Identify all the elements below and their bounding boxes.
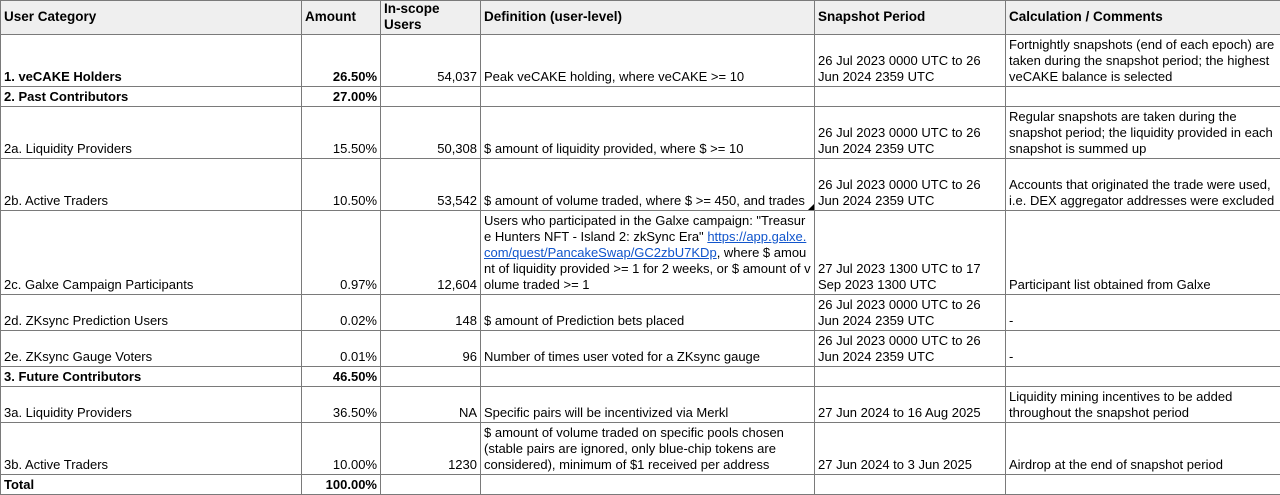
cell-users[interactable]: 53,542	[381, 159, 481, 211]
cell-comments[interactable]: Fortnightly snapshots (end of each epoch) are taken during the snapshot period; the highest veCAKE balance is selected	[1006, 35, 1280, 87]
header-amount[interactable]: Amount	[302, 1, 381, 35]
cell-category[interactable]: 3b. Active Traders	[1, 423, 302, 475]
cell-amount[interactable]: 0.97%	[302, 211, 381, 295]
cell-definition[interactable]: Specific pairs will be incentivized via Merkl	[481, 387, 815, 423]
cell-period[interactable]: 27 Jun 2024 to 16 Aug 2025	[815, 387, 1006, 423]
cell-definition[interactable]	[481, 211, 815, 295]
table-row	[1, 211, 1280, 295]
cell-amount[interactable]: 0.01%	[302, 331, 381, 367]
cell-users[interactable]: 148	[381, 295, 481, 331]
cell-category[interactable]: 2c. Galxe Campaign Participants	[1, 211, 302, 295]
cell-definition[interactable]	[481, 475, 815, 495]
definition-text: $ amount of volume traded, where $ >= 450, and trades	[484, 193, 805, 208]
cell-definition[interactable]: Number of times user voted for a ZKsync gauge	[481, 331, 815, 367]
galxe-quest-link[interactable]: https://app.galxe.com/quest/PancakeSwap/GC2zbU7KDp	[484, 229, 806, 260]
header-definition[interactable]: Definition (user-level)	[481, 1, 815, 35]
cell-category[interactable]: 3a. Liquidity Providers	[1, 387, 302, 423]
cell-category[interactable]: 3. Future Contributors	[1, 367, 302, 387]
cell-comments[interactable]	[1006, 87, 1280, 107]
cell-period[interactable]: 26 Jul 2023 0000 UTC to 26 Jun 2024 2359 UTC	[815, 159, 1006, 211]
cell-category[interactable]: 2a. Liquidity Providers	[1, 107, 302, 159]
cell-comments[interactable]: Airdrop at the end of snapshot period	[1006, 423, 1280, 475]
total-row	[1, 475, 1280, 495]
cell-amount[interactable]: 0.02%	[302, 295, 381, 331]
cell-users[interactable]: 12,604	[381, 211, 481, 295]
cell-comments[interactable]	[1006, 367, 1280, 387]
table-row	[1, 331, 1280, 367]
cell-period[interactable]: 26 Jul 2023 0000 UTC to 26 Jun 2024 2359 UTC	[815, 295, 1006, 331]
cell-category[interactable]: 2b. Active Traders	[1, 159, 302, 211]
cell-amount[interactable]: 46.50%	[302, 367, 381, 387]
cell-period[interactable]: 26 Jul 2023 0000 UTC to 26 Jun 2024 2359 UTC	[815, 107, 1006, 159]
cell-users[interactable]: 50,308	[381, 107, 481, 159]
cell-users[interactable]: 96	[381, 331, 481, 367]
cell-period[interactable]: 26 Jul 2023 0000 UTC to 26 Jun 2024 2359 UTC	[815, 35, 1006, 87]
header-row	[1, 1, 1280, 35]
cell-definition[interactable]: $ amount of volume traded on specific pools chosen (stable pairs are ignored, only blue-chip tokens are considered), minimum of $1 received per address	[481, 423, 815, 475]
header-in-scope-users[interactable]: In-scope Users	[381, 1, 481, 35]
cell-period[interactable]: 26 Jul 2023 0000 UTC to 26 Jun 2024 2359 UTC	[815, 331, 1006, 367]
definition-text-continued: , where $ amount of liquidity provided >= 1 for 2 weeks, or $ amount of volume traded >= 1	[484, 245, 811, 292]
cell-comments[interactable]: Liquidity mining incentives to be added throughout the snapshot period	[1006, 387, 1280, 423]
cell-definition[interactable]: $ amount of Prediction bets placed	[481, 295, 815, 331]
header-calculation-comments[interactable]: Calculation / Comments	[1006, 1, 1280, 35]
cell-amount[interactable]: 100.00%	[302, 475, 381, 495]
header-snapshot-period[interactable]: Snapshot Period	[815, 1, 1006, 35]
cell-category[interactable]: Total	[1, 475, 302, 495]
table-row	[1, 295, 1280, 331]
cell-category[interactable]: 1. veCAKE Holders	[1, 35, 302, 87]
cell-category[interactable]: 2d. ZKsync Prediction Users	[1, 295, 302, 331]
cell-period[interactable]	[815, 87, 1006, 107]
cell-definition[interactable]	[481, 159, 815, 211]
cell-users[interactable]	[381, 367, 481, 387]
cell-definition[interactable]	[481, 367, 815, 387]
table-row	[1, 387, 1280, 423]
cell-users[interactable]: 54,037	[381, 35, 481, 87]
cell-period[interactable]: 27 Jun 2024 to 3 Jun 2025	[815, 423, 1006, 475]
cell-amount[interactable]: 26.50%	[302, 35, 381, 87]
table-row	[1, 159, 1280, 211]
cell-definition[interactable]: $ amount of liquidity provided, where $ >= 10	[481, 107, 815, 159]
cell-amount[interactable]: 10.50%	[302, 159, 381, 211]
cell-category[interactable]: 2. Past Contributors	[1, 87, 302, 107]
cell-comments[interactable]	[1006, 475, 1280, 495]
cell-category[interactable]: 2e. ZKsync Gauge Voters	[1, 331, 302, 367]
cell-definition[interactable]: Peak veCAKE holding, where veCAKE >= 10	[481, 35, 815, 87]
table-row	[1, 423, 1280, 475]
comment-indicator[interactable]	[808, 204, 814, 210]
table-row	[1, 87, 1280, 107]
table-row	[1, 367, 1280, 387]
cell-users[interactable]	[381, 475, 481, 495]
cell-period[interactable]	[815, 475, 1006, 495]
cell-comments[interactable]: Accounts that originated the trade were used, i.e. DEX aggregator addresses were excluded	[1006, 159, 1280, 211]
definition-text: Users who participated in the Galxe campaign: "Treasure Hunters NFT - Island 2: zkSync Era"	[484, 213, 805, 244]
cell-amount[interactable]: 36.50%	[302, 387, 381, 423]
cell-users[interactable]: 1230	[381, 423, 481, 475]
cell-comments[interactable]: -	[1006, 295, 1280, 331]
cell-comments[interactable]: Regular snapshots are taken during the snapshot period; the liquidity provided in each snapshot is summed up	[1006, 107, 1280, 159]
cell-comments[interactable]: Participant list obtained from Galxe	[1006, 211, 1280, 295]
cell-comments[interactable]: -	[1006, 331, 1280, 367]
cell-period[interactable]	[815, 367, 1006, 387]
cell-amount[interactable]: 15.50%	[302, 107, 381, 159]
cell-users[interactable]: NA	[381, 387, 481, 423]
cell-period[interactable]: 27 Jul 2023 1300 UTC to 17 Sep 2023 1300 UTC	[815, 211, 1006, 295]
cell-definition[interactable]	[481, 87, 815, 107]
cell-users[interactable]	[381, 87, 481, 107]
table-row	[1, 107, 1280, 159]
cell-amount[interactable]: 27.00%	[302, 87, 381, 107]
header-user-category[interactable]: User Category	[1, 1, 302, 35]
table-row	[1, 35, 1280, 87]
cell-amount[interactable]: 10.00%	[302, 423, 381, 475]
